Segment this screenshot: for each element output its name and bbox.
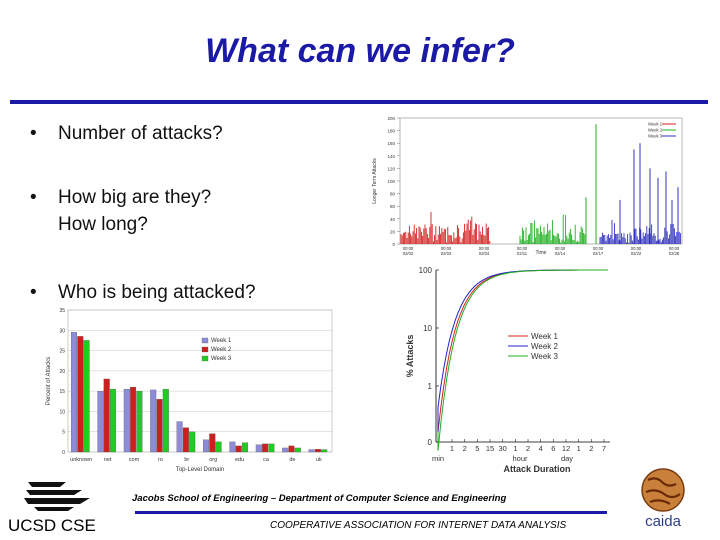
bar [282,448,288,452]
x-subtick-label: 2 [589,444,594,453]
x-tick-label: ca [263,457,269,463]
y-tick-label: 80 [389,191,395,197]
bar [150,390,156,452]
x-subtick-label: 15 [485,444,495,453]
caida-logo-text: caida [645,513,681,530]
attacks-time-series-chart [368,112,688,262]
x-axis-label: Time [535,250,547,256]
x-tick-label: 00:00 [516,246,528,251]
x-subtick-label: 6 [551,444,556,453]
bar [256,445,262,452]
bar [104,379,110,452]
y-tick-label: 180 [387,128,395,134]
cdf-series-line [438,270,608,451]
bar [71,332,77,452]
bullet-text: Number of attacks? [58,123,223,144]
x-tick-label: 02/11 [516,251,528,256]
x-tick-label: 00:00 [440,246,452,251]
legend-label: Week 1 [531,332,558,341]
ucsd-cse-label: UCSD CSE [8,516,96,535]
x-tick-label: com [128,457,140,463]
bullet-symbol: • [30,187,37,208]
y-tick-label: 0 [427,438,432,447]
x-subtick-label: 2 [525,444,531,453]
y-tick-label: 25 [59,348,65,355]
x-tick-label: net [103,457,112,463]
legend-label: Week 3 [648,133,663,139]
bar [110,389,116,452]
tld-bar-chart [40,304,340,482]
x-tick-label: ro [157,457,163,463]
x-tick-label: day [560,454,574,463]
y-tick-label: 40 [389,216,395,222]
legend-label: Week 2 [211,347,232,353]
x-tick-label: org [209,457,218,463]
x-tick-label: br [184,457,190,463]
bar [269,444,275,452]
bar [309,450,315,452]
x-tick-label: de [289,457,296,463]
bar [203,440,209,452]
bullet-symbol: • [30,282,37,303]
x-tick-label: 02/14 [554,251,566,256]
y-tick-label: 0 [62,450,65,456]
bar [230,442,236,452]
bar [124,389,130,452]
bar [98,391,104,452]
y-axis-label: Percent of Attacks [46,356,52,406]
y-axis-label: Longer Term Attacks [372,158,378,204]
slide-title: What can we infer? [205,32,515,70]
x-tick-label: edu [235,457,245,463]
school-line: Jacobs School of Engineering – Department of Computer Science and Engineering [132,493,507,504]
bar [209,434,215,452]
x-tick-label: min [431,454,445,463]
y-axis-label: % Attacks [405,334,415,378]
x-tick-label: 00:00 [554,246,566,251]
x-axis-label: Attack Duration [503,464,571,474]
x-subtick-label: 1 [576,444,581,453]
bar [163,389,169,452]
y-tick-label: 5 [62,429,65,436]
legend-label: Week 2 [531,342,558,351]
legend-label: Week 3 [211,356,232,362]
attack-duration-cdf-chart [404,262,618,476]
x-subtick-label: 5 [475,444,480,453]
legend-swatch [202,347,208,352]
y-tick-label: 35 [59,308,65,314]
legend-label: Week 1 [648,121,663,127]
x-tick-label: hour [512,454,528,463]
bar [157,399,163,452]
y-tick-label: 10 [59,409,65,416]
y-tick-label: 20 [59,368,65,375]
x-subtick-label: 1 [449,444,455,453]
y-tick-label: 10 [423,324,432,333]
x-tick-label: 00:00 [402,246,414,251]
x-tick-label: unknown [70,457,93,463]
x-axis-label: Top-Level Domain [175,467,225,473]
y-tick-label: 100 [418,266,432,275]
title-divider [10,100,708,104]
y-tick-label: 160 [387,141,395,147]
bar [262,444,268,452]
legend-label: Week 1 [211,338,232,344]
x-tick-label: 00:00 [478,246,490,251]
legend-swatch [202,356,208,361]
x-tick-label: 02/02 [402,251,414,256]
caida-logo-icon [636,466,690,532]
x-subtick-label: 30 [498,444,507,453]
bar [177,422,183,452]
bar [242,443,248,452]
bullet-symbol: • [30,123,37,144]
x-tick-label: uk [315,457,322,463]
x-tick-label: 00:00 [630,246,642,251]
x-subtick-label: 4 [538,444,543,453]
bullet-text: How big are they? [58,187,212,208]
y-tick-label: 20 [389,229,395,235]
x-tick-label: 00:00 [592,246,604,251]
legend-swatch [202,338,208,343]
x-subtick-label: 7 [601,444,607,453]
x-subtick-label: 1 [513,444,518,453]
y-tick-label: 140 [387,153,395,159]
x-tick-label: 02/17 [592,251,604,256]
x-tick-label: 02/04 [478,251,490,256]
x-tick-label: 02/22 [630,251,642,256]
bar [315,449,321,452]
bar [295,448,301,452]
bar [84,340,90,452]
y-tick-label: 200 [387,116,395,121]
legend-label: Week 2 [648,127,663,133]
bar [216,442,222,452]
y-tick-label: 1 [427,382,432,391]
bar [77,336,83,452]
y-tick-label: 30 [59,328,65,335]
x-tick-label: 00:00 [668,246,680,251]
ucsd-logo-icon [22,478,92,514]
bar [137,391,143,452]
x-subtick-label: 12 [561,444,571,453]
y-tick-label: 15 [59,389,65,396]
bar [289,446,295,452]
bar [130,387,136,452]
bar [321,450,327,452]
caida-line: COOPERATIVE ASSOCIATION FOR INTERNET DATA ANALYSIS [270,520,567,531]
legend-label: Week 3 [531,352,558,361]
bar [183,428,189,452]
x-tick-label: 02/28 [668,251,680,256]
y-tick-label: 0 [392,242,395,247]
bullet-text: Who is being attacked? [58,282,256,303]
bullet-text: How long? [58,214,148,235]
x-subtick-label: 2 [462,444,467,453]
footer-divider [135,511,607,514]
bar [189,432,195,452]
y-tick-label: 120 [387,166,395,172]
y-tick-label: 100 [387,179,395,184]
y-tick-label: 60 [389,204,395,210]
x-tick-label: 02/03 [440,251,452,256]
bar [236,446,242,452]
